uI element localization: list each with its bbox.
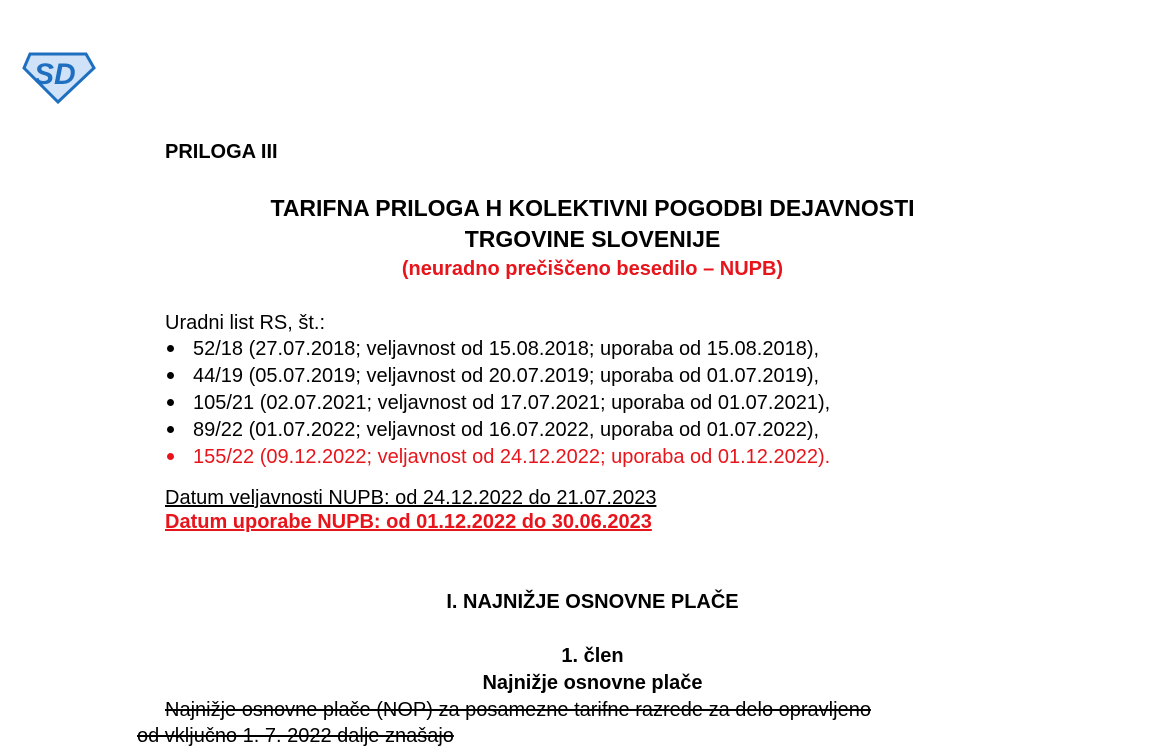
bullet-icon: [167, 345, 174, 352]
validity-dates: Datum veljavnosti NUPB: od 24.12.2022 do 21.07.2023: [165, 487, 657, 509]
document-title-line1: TARIFNA PRILOGA H KOLEKTIVNI POGODBI DEJAVNOSTI: [270, 195, 915, 221]
svg-text:SD: SD: [34, 58, 76, 91]
bullet-icon: [167, 426, 174, 433]
article-title: Najnižje osnovne plače: [482, 672, 703, 694]
gazette-item: 89/22 (01.07.2022; veljavnost od 16.07.2022, uporaba od 01.07.2022),: [193, 419, 820, 441]
gazette-item: 44/19 (05.07.2019; veljavnost od 20.07.2019; uporaba od 01.07.2019),: [193, 365, 820, 387]
gazette-item: 52/18 (27.07.2018; veljavnost od 15.08.2018; uporaba od 15.08.2018),: [193, 338, 820, 360]
body-line-struck: Najnižje osnovne plače (NOP) za posamezne tarifne razrede za delo opravljeno: [165, 699, 871, 721]
application-dates: Datum uporabe NUPB: od 01.12.2022 do 30.06.2023: [165, 511, 652, 533]
gazette-label: Uradni list RS, št.:: [165, 312, 326, 334]
gazette-item-latest: 155/22 (09.12.2022; veljavnost od 24.12.2022; uporaba od 01.12.2022).: [193, 446, 831, 468]
bullet-icon: [167, 453, 174, 460]
document-subtitle: (neuradno prečiščeno besedilo – NUPB): [401, 258, 784, 280]
body-line-struck: od vključno 1. 7. 2022 dalje znašajo: [137, 725, 454, 747]
annex-label: PRILOGA III: [165, 141, 278, 163]
section-heading: I. NAJNIŽJE OSNOVNE PLAČE: [446, 591, 739, 613]
bullet-icon: [167, 372, 174, 379]
bullet-icon: [167, 399, 174, 406]
gazette-item: 105/21 (02.07.2021; veljavnost od 17.07.2021; uporaba od 01.07.2021),: [193, 392, 831, 414]
article-number: 1. člen: [561, 645, 624, 667]
document-title-line2: TRGOVINE SLOVENIJE: [464, 226, 721, 252]
sd-logo: [22, 48, 96, 104]
